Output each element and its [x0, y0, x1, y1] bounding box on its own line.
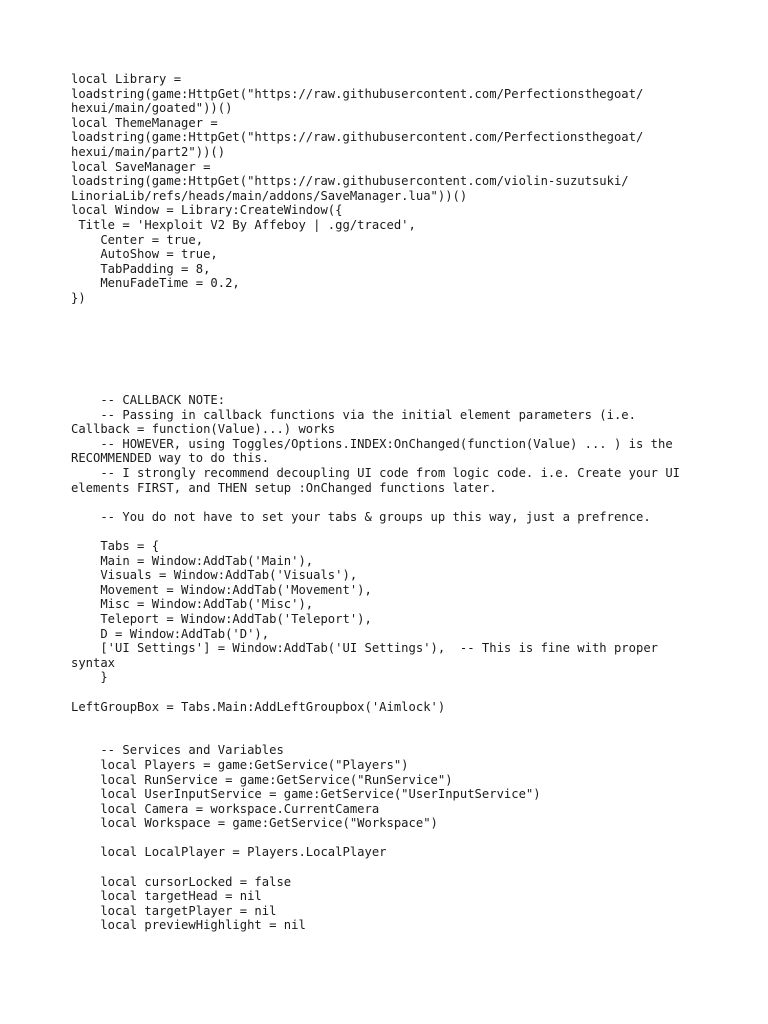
- code-line: local targetPlayer = nil: [71, 903, 277, 918]
- blank-line: [71, 349, 711, 364]
- code-listing: [71, 72, 711, 933]
- code-line: Visuals = Window:AddTab('Visuals'),: [71, 568, 358, 583]
- blank-line: [71, 378, 711, 393]
- code-line: Tabs = {: [71, 539, 160, 553]
- code-line: local cursorLocked = false: [71, 874, 292, 889]
- code-line: loadstring(game:HttpGet("https://raw.githubusercontent.com/Perfectionsthegoat/: [71, 130, 644, 145]
- code-line: RECOMMENDED way to do this.: [71, 451, 270, 466]
- code-line: local UserInputService = game:GetService("UserInputService"): [71, 787, 541, 802]
- code-line: Center = true,: [71, 232, 204, 247]
- code-line: TabPadding = 8,: [71, 261, 211, 276]
- code-line: Teleport = Window:AddTab('Teleport'),: [71, 611, 372, 626]
- code-line: -- CALLBACK NOTE:: [71, 393, 226, 408]
- blank-line: [71, 729, 711, 744]
- code-line: local targetHead = nil: [71, 889, 262, 904]
- code-line: local Players = game:GetService("Players"): [71, 757, 409, 772]
- code-line: loadstring(game:HttpGet("https://raw.githubusercontent.com/Perfectionsthegoat/: [71, 86, 644, 101]
- blank-line: [71, 831, 711, 846]
- blank-line: [71, 860, 711, 875]
- code-line: Main = Window:AddTab('Main'),: [71, 553, 314, 568]
- code-line: local Library =: [71, 72, 182, 86]
- blank-line: [71, 335, 711, 350]
- code-line: -- Services and Variables: [71, 743, 284, 758]
- blank-line: [71, 685, 711, 700]
- code-line: LeftGroupBox = Tabs.Main:AddLeftGroupbox('Aimlock'): [71, 699, 446, 714]
- code-line: -- You do not have to set your tabs & groups up this way, just a prefrence.: [71, 509, 651, 524]
- code-line: -- Passing in callback functions via the initial element parameters (i.e.: [71, 407, 636, 422]
- code-line: hexui/main/part2"))(): [71, 144, 226, 159]
- code-line: -- HOWEVER, using Toggles/Options.INDEX:OnChanged(function(Value) ... ) is the: [71, 436, 673, 451]
- blank-line: [71, 364, 711, 379]
- blank-line: [71, 714, 711, 729]
- code-line: }: [71, 670, 108, 685]
- code-line: local previewHighlight = nil: [71, 918, 306, 933]
- code-line: -- I strongly recommend decoupling UI code from logic code. i.e. Create your UI: [71, 466, 681, 481]
- code-line: loadstring(game:HttpGet("https://raw.githubusercontent.com/violin-suzutsuki/: [71, 174, 629, 189]
- code-line: local Window = Library:CreateWindow({: [71, 203, 343, 218]
- code-line: LinoriaLib/refs/heads/main/addons/SaveManager.lua"))(): [71, 188, 468, 203]
- code-line: local Workspace = game:GetService("Workspace"): [71, 816, 438, 831]
- code-line: hexui/main/goated"))(): [71, 101, 233, 116]
- code-line: Callback = function(Value)...) works: [71, 422, 336, 437]
- code-line: local LocalPlayer = Players.LocalPlayer: [71, 845, 387, 860]
- code-line: }): [71, 290, 86, 305]
- code-line: Misc = Window:AddTab('Misc'),: [71, 597, 314, 612]
- code-line: D = Window:AddTab('D'),: [71, 626, 270, 641]
- code-line: ['UI Settings'] = Window:AddTab('UI Settings'), -- This is fine with proper: [71, 641, 658, 656]
- code-line: local SaveManager =: [71, 159, 211, 174]
- blank-line: [71, 306, 711, 321]
- code-line: local ThemeManager =: [71, 115, 218, 130]
- blank-line: [71, 495, 711, 510]
- blank-line: [71, 524, 711, 539]
- blank-line: [71, 320, 711, 335]
- code-line: local RunService = game:GetService("RunService"): [71, 772, 453, 787]
- code-line: syntax: [71, 655, 116, 670]
- code-line: Title = 'Hexploit V2 By Affeboy | .gg/traced',: [71, 217, 416, 232]
- code-line: Movement = Window:AddTab('Movement'),: [71, 582, 372, 597]
- code-line: MenuFadeTime = 0.2,: [71, 276, 240, 291]
- code-line: AutoShow = true,: [71, 247, 218, 262]
- code-line: elements FIRST, and THEN setup :OnChanged functions later.: [71, 480, 497, 495]
- code-line: local Camera = workspace.CurrentCamera: [71, 801, 380, 816]
